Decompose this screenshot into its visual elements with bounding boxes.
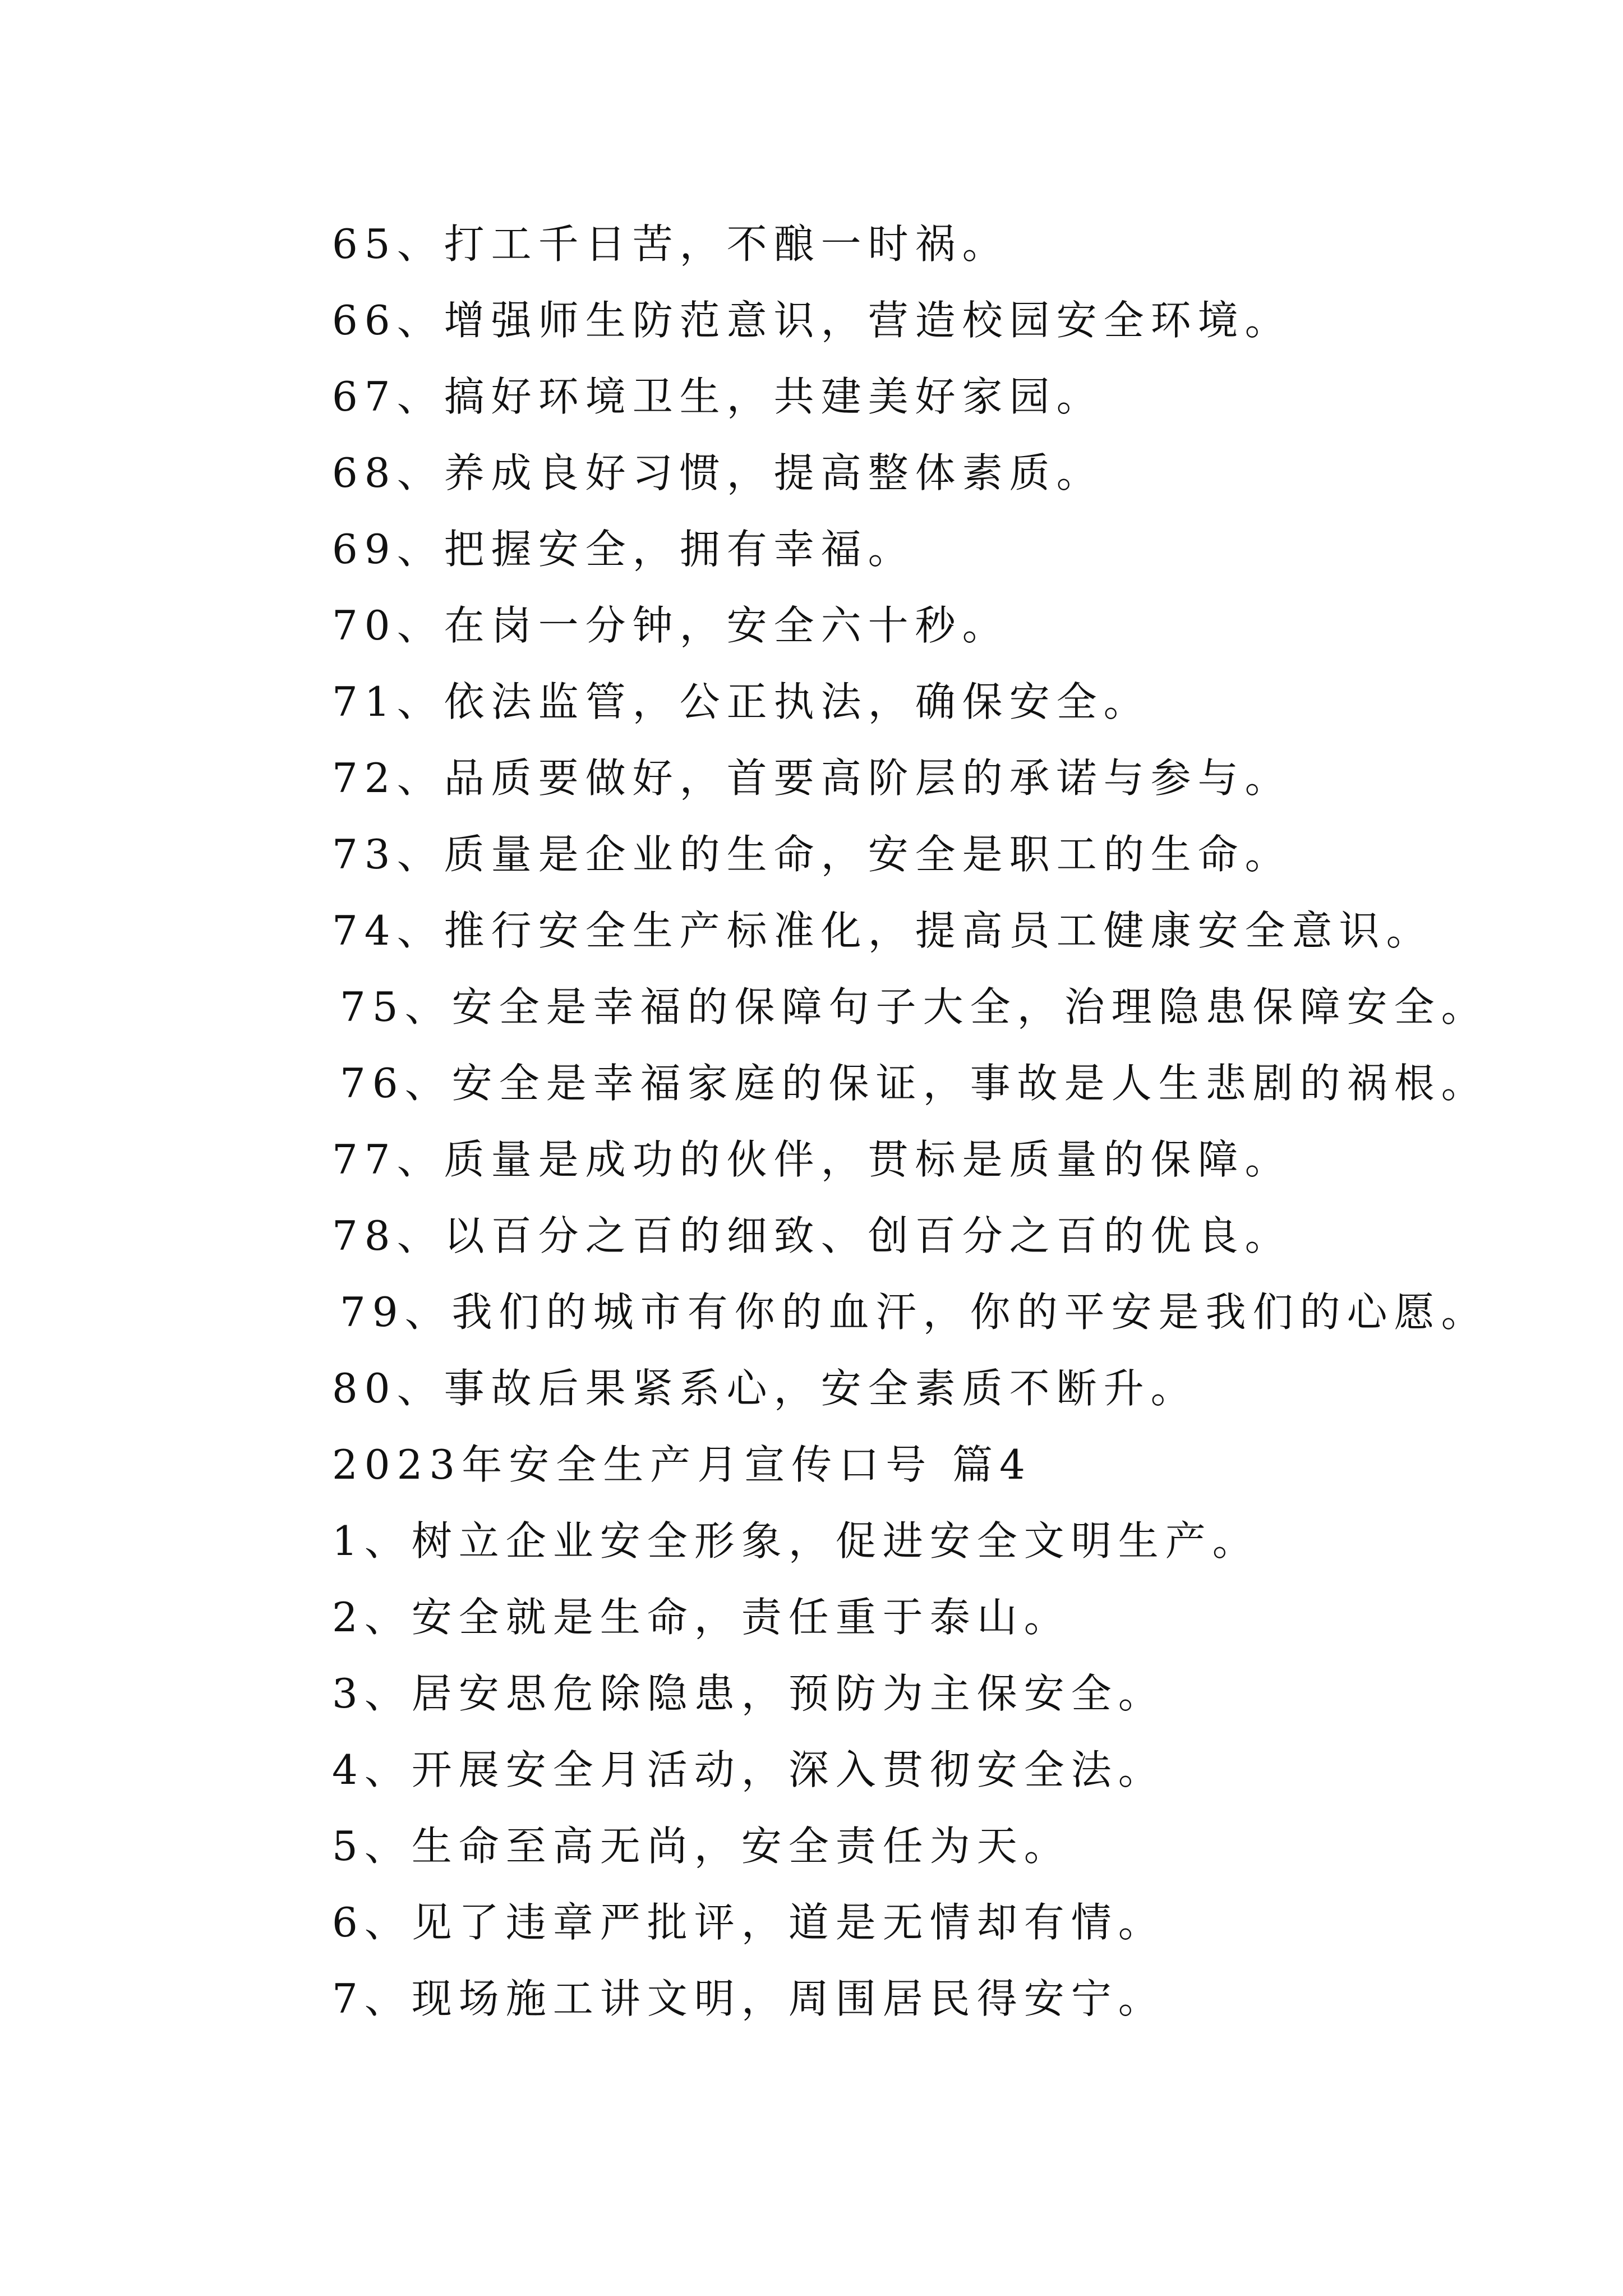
slogan-line-76: 76、安全是幸福家庭的保证，事故是人生悲剧的祸根。 — [340, 1060, 1488, 1107]
slogan-line-73: 73、质量是企业的生命，安全是职工的生命。 — [332, 831, 1292, 878]
section-heading: 2023年安全生产月宣传口号 篇4 — [332, 1441, 1032, 1488]
slogan-line-3: 3、居安思危除隐患，预防为主保安全。 — [332, 1670, 1165, 1717]
slogan-line-66: 66、增强师生防范意识，营造校园安全环境。 — [332, 297, 1292, 344]
slogan-line-80: 80、事故后果紧系心，安全素质不断升。 — [332, 1365, 1198, 1412]
slogan-line-1: 1、树立企业安全形象，促进安全文明生产。 — [332, 1517, 1260, 1565]
slogan-line-79: 79、我们的城市有你的血汗，你的平安是我们的心愿。 — [340, 1289, 1488, 1336]
slogan-line-4: 4、开展安全月活动，深入贯彻安全法。 — [332, 1746, 1165, 1793]
slogan-line-5: 5、生命至高无尚，安全责任为天。 — [332, 1823, 1071, 1870]
slogan-line-77: 77、质量是成功的伙伴，贯标是质量的保障。 — [332, 1136, 1292, 1183]
slogan-line-72: 72、品质要做好，首要高阶层的承诺与参与。 — [332, 754, 1292, 802]
slogan-line-65: 65、打工千日苦，不酿一时祸。 — [332, 220, 1009, 268]
slogan-line-74: 74、推行安全生产标准化，提高员工健康安全意识。 — [332, 907, 1433, 954]
slogan-line-6: 6、见了违章严批评，道是无情却有情。 — [332, 1899, 1165, 1946]
slogan-line-75: 75、安全是幸福的保障句子大全，治理隐患保障安全。 — [340, 983, 1488, 1030]
slogan-list — [332, 213, 1583, 2044]
slogan-line-69: 69、把握安全，拥有幸福。 — [332, 526, 915, 573]
slogan-line-2: 2、安全就是生命，责任重于泰山。 — [332, 1594, 1071, 1641]
slogan-line-71: 71、依法监管，公正执法，确保安全。 — [332, 678, 1151, 725]
slogan-line-68: 68、养成良好习惯，提高整体素质。 — [332, 449, 1104, 496]
slogan-line-67: 67、搞好环境卫生，共建美好家园。 — [332, 373, 1104, 420]
slogan-line-70: 70、在岗一分钟，安全六十秒。 — [332, 602, 1009, 649]
slogan-line-7: 7、现场施工讲文明，周围居民得安宁。 — [332, 1975, 1165, 2022]
slogan-line-78: 78、以百分之百的细致、创百分之百的优良。 — [332, 1212, 1292, 1259]
